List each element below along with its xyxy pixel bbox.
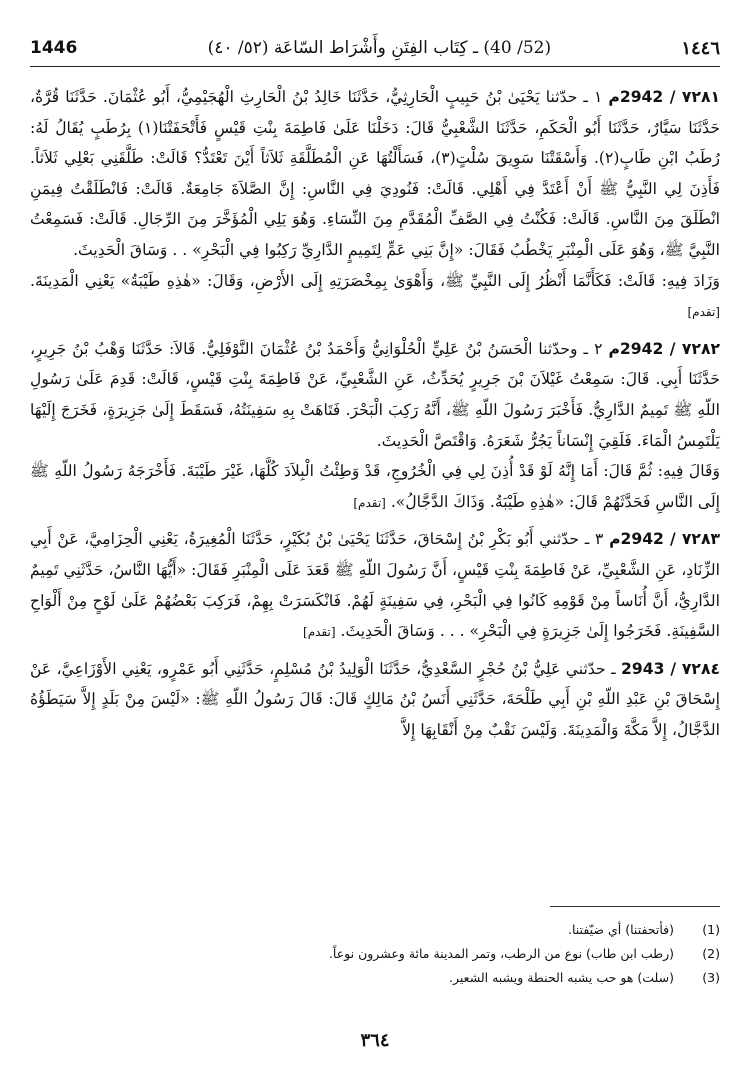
hadith-7284: [30, 654, 720, 746]
footnote: [30, 942, 720, 966]
hadith-text: وَقَالَ فِيهِ: ثُمَّ قَالَ: أَمَا إِنَّهُ لَوْ قَدْ أُذِنَ لِي فِي الْخُرُوجِ، قَدْ وَطِئْتُ الْبِلاَدَ كُلَّهَا، غَيْرَ طَيْبَةَ. فَأَخْرَجَهُ رَسُولُ اللّهِ ﷺ إِلَى النَّاسِ فَحَدَّثَهُمْ قَالَ: «هٰذِهِ طَيْبَةُ. وَذَاكَ الدَّجَّالُ».: [30, 462, 720, 511]
footnotes: [30, 918, 720, 990]
hadith-7281: [30, 82, 720, 328]
page-number-arabic: ١٤٤٦: [681, 37, 720, 59]
hadith-7282: [30, 334, 720, 519]
footnote: [30, 918, 720, 942]
page-number-latin: 1446: [30, 38, 78, 58]
running-title: (52/ 40) ـ كِتَاب الفِتَنِ وأَشْرَاط السّاعَة (٥٢/ ٤٠): [207, 38, 552, 58]
footnote-text: (سلت) هو حب يشبه الحنطة ويشبه الشعير.: [449, 970, 674, 985]
footnote-text: (رطب ابن طاب) نوع من الرطب، وتمر المدينة مائة وعشرون نوعاً.: [328, 946, 674, 961]
hadith-text: ـ حدّثني عَلِيُّ بْنُ حُجْرٍ السَّعْدِيُّ، حَدَّثَنَا الْوَلِيدُ بْنُ مُسْلِمٍ، حَدَّثَنِي أَبُو عَمْرٍو، يَعْنِي الأَوْزَاعِيَّ، عَنْ إِسْحَاقَ بْنِ عَبْدِ اللّهِ بْنِ أَبِي طَلْحَةَ، حَدَّثَنِي أَنَسُ بْنُ مَالِكٍ قَالَ: قَالَ رَسُولُ اللّهِ ﷺ: «لَيْسَ مِنْ بَلَدٍ إِلاَّ سَيَطَؤُهُ الدَّجَّالُ، إِلاَّ مَكَّةَ وَالْمَدِينَةَ. وَلَيْسَ نَقْبٌ مِنْ أَنْقَابِهَا إِلاَّ: [30, 659, 720, 739]
hadith-body: [30, 82, 720, 751]
page-header: [30, 30, 720, 66]
reference-note: [تقدم]: [353, 495, 386, 510]
hadith-number: ٧٢٨٣ / 2942م: [609, 530, 720, 549]
hadith-number: ٧٢٨٢ / 2942م: [608, 339, 720, 358]
footnote: [30, 966, 720, 990]
hadith-number: ٧٢٨١ / 2942م: [608, 88, 720, 106]
hadith-text: ٣ ـ حدّثني أَبُو بَكْرِ بْنُ إِسْحَاقَ، حَدَّثَنَا يَحْيَىٰ بْنُ بُكَيْرٍ، حَدَّثَنَا الْمُغِيرَةُ، يَعْنِي الْحِزَامِيَّ، عَنْ أَبِي الزِّنَادِ، عَنِ الشَّعْبِيِّ، عَنْ فَاطِمَةَ بِنْتِ قَيْسٍ، أَنَّ رَسُولَ اللّهِ ﷺ قَعَدَ عَلَى الْمِنْبَرِ فَقَالَ: «أَيُّهَا النَّاسُ، حَدَّثَنِي تَمِيمٌ الدَّارِيُّ، أَنَّ أُنَاساً مِنْ قَوْمِهِ كَانُوا فِي الْبَحْرِ، فِي سَفِينَةٍ لَهُمْ. فَانْكَسَرَتْ بِهِمْ، فَرَكِبَ بَعْضُهُمْ عَلَىٰ لَوْحٍ مِنْ أَلْوَاحِ السَّفِينَةِ. فَخَرَجُوا إِلَىٰ جَزِيرَةٍ فِي الْبَحْرِ» . . . وَسَاقَ الْحَدِيثَ.: [30, 530, 720, 641]
reference-note: [تقدم]: [687, 305, 720, 320]
header-divider: [30, 66, 720, 67]
footnote-divider: [550, 906, 720, 907]
footnote-text: (فأتحفتنا) أي ضيّفتنا.: [568, 922, 674, 937]
reference-note: [تقدم]: [303, 625, 336, 640]
hadith-text: وَزَادَ فِيهِ: قَالَتْ: فَكَأَنَّمَا أَنْظُرُ إِلَى النَّبِيِّ ﷺ، وَأَهْوَىٰ بِمِخْصَرَتِهِ إِلَى الأَرْضِ، وَقَالَ: «هٰذِهِ طَيْبَةُ» يَعْنِي الْمَدِينَةَ.: [30, 271, 720, 290]
footnote-number: (1): [702, 922, 720, 937]
footnote-number: (3): [702, 970, 720, 985]
footnote-number: (2): [702, 946, 720, 961]
hadith-text: ١ ـ حدّثنا يَحْيَىٰ بْنُ حَبِيبٍ الْحَارِثِيُّ، حَدَّثَنَا خَالِدُ بْنُ الْحَارِثِ الْهُجَيْمِيُّ، أَبُو عُثْمَانَ. حَدَّثَنَا قُرَّةُ، حَدَّثَنَا سَيَّارٌ، حَدَّثَنَا أَبُو الْحَكَمِ، حَدَّثَنَا الشَّعْبِيُّ قَالَ: دَخَلْنَا عَلَىٰ فَاطِمَةَ بِنْتِ قَيْسٍ فَأَتْحَفَتْنَا(١) بِرُطَبٍ يُقَالُ لَهُ: رُطَبُ ابْنِ طَابٍ(٢). وَأَسْقَتْنَا سَوِيقَ سُلْتٍ(٣)، فَسَأَلْتُهَا عَنِ الْمُطَلَّقَةِ ثَلاَثاً أَيْنَ تَعْتَدُّ؟ قَالَتْ: طَلَّقَنِي بَعْلِي ثَلاَثاً. فَأَذِنَ لِي النَّبِيُّ ﷺ أَنْ أَعْتَدَّ فِي أَهْلِي. قَالَتْ: فَنُودِيَ فِي النَّاسِ: إِنَّ الصَّلاَةَ جَامِعَةٌ. قَالَتْ: فَانْطَلَقْتُ فِيمَنِ انْطَلَقَ مِنَ النَّاسِ. قَالَتْ: فَكُنْتُ فِي الصَّفِّ الْمُقَدَّمِ مِنَ النِّسَاءِ. وَهُوَ يَلِي الْمُؤَخَّرَ مِنَ الرِّجَالِ. قَالَتْ: فَسَمِعْتُ النَّبِيَّ ﷺ، وَهُوَ عَلَى الْمِنْبَرِ يَخْطُبُ فَقَالَ: «إِنَّ بَنِي عَمٍّ لِتَمِيمٍ الدَّارِيِّ رَكِبُوا فِي الْبَحْرِ» . . وَسَاقَ الْحَدِيثَ.: [30, 88, 721, 259]
hadith-number: ٧٢٨٤ / 2943: [621, 659, 720, 678]
hadith-7283: [30, 524, 720, 647]
hadith-text: ٢ ـ وحدّثنا الْحَسَنُ بْنُ عَلِيٍّ الْحُلْوَانِيُّ وَأَحْمَدُ بْنُ عُثْمَانَ النَّوْفَلِيُّ. قَالاَ: حَدَّثَنَا وَهْبُ بْنُ جَرِيرٍ، حَدَّثَنَا أَبِي. قَالَ: سَمِعْتُ غَيْلاَنَ بْنَ جَرِيرٍ يُحَدِّثُ، عَنِ الشَّعْبِيِّ، عَنْ فَاطِمَةَ بِنْتِ قَيْسٍ، قَالَتْ: قَدِمَ عَلَىٰ رَسُولِ اللّهِ ﷺ تَمِيمٌ الدَّارِيُّ. فَأَخْبَرَ رَسُولَ اللّهِ ﷺ، أَنَّهُ رَكِبَ الْبَحْرَ. فَتَاهَتْ بِهِ سَفِينَتُهُ، فَسَقَطَ إِلَىٰ جَزِيرَةٍ، فَخَرَجَ إِلَيْهَا يَلْتَمِسُ الْمَاءَ. فَلَقِيَ إِنْسَاناً يَجُرُّ شَعَرَهُ. وَاقْتَصَّ الْحَدِيثَ.: [30, 339, 720, 450]
bottom-page-number: ٣٦٤: [360, 1030, 390, 1051]
